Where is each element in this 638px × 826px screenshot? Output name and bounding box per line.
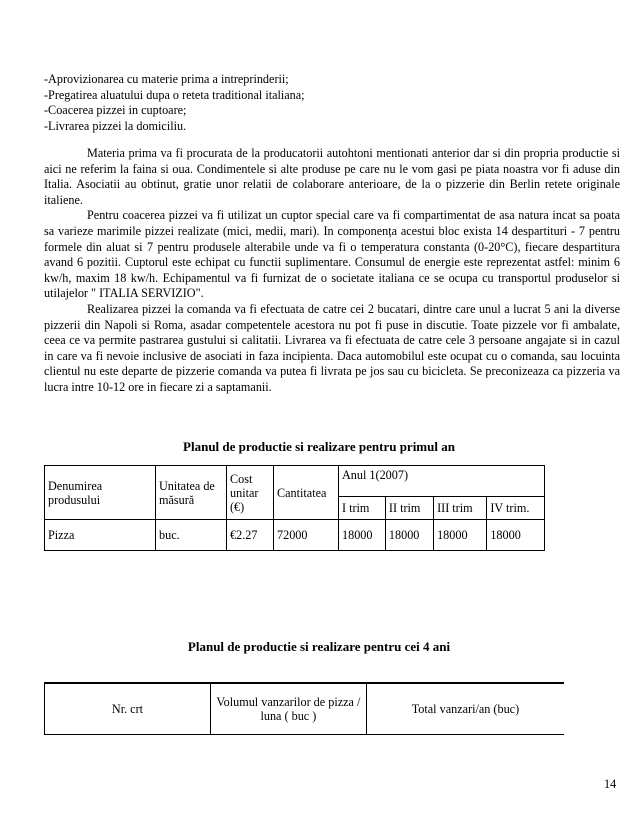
header-quarter: I trim bbox=[339, 497, 386, 520]
header-year: Anul 1(2007) bbox=[339, 466, 545, 497]
cell-quarter: 18000 bbox=[434, 520, 487, 551]
cell-quarter: 18000 bbox=[339, 520, 386, 551]
header-volume: Volumul vanzarilor de pizza / luna ( buc ) bbox=[210, 683, 366, 735]
header-quarter: IV trim. bbox=[487, 497, 545, 520]
paragraph-delivery: Realizarea pizzei la comanda va fi efectuata de catre cei 2 bucatari, dintre care unul a lucrat 5 ani la diverse pizzerii din Napoli si Roma, asadar competentele acestora nu pot fi puse in discutie. Toate pizzele vor fi ambalate, ceea ce va permite pastrarea gustului si calitatii. Livrarea va fi efectuata de catre cele 3 persoane angajate si in cazul in care va fi nevoie inclusive de asociati in faza incipienta. Daca automobilul este ocupat cu o comanda, sau locuinta clientul nu este departe de pizzerie comanda va putea fi livrata pe jos sau cu bicicleta. Se preconizeaza ca pizzeria va lucra intre 10-12 ore in fiecare zi a saptamanii. bbox=[44, 301, 620, 394]
header-nr: Nr. crt bbox=[45, 683, 211, 735]
body-text bbox=[44, 146, 620, 396]
cell-quarter: 18000 bbox=[385, 520, 433, 551]
cell-quantity: 72000 bbox=[274, 520, 339, 551]
cell-quarter: 18000 bbox=[487, 520, 545, 551]
list-item: -Livrarea pizzei la domiciliu. bbox=[44, 118, 187, 133]
table2-title: Planul de productie si realizare pentru cei 4 ani bbox=[187, 639, 451, 654]
paragraph-oven: Pentru coacerea pizzei va fi utilizat un cuptor special care va fi compartimentat de asa natura incat sa poata sa varieze marimile pizzei realizate (mici, medii, mari). In componența acestui bloc exista 14 despartituri - 7 pentru formele din aluat si 7 pentru produsele alterabile unde va fi o temperatura constanta (0-20°C), fiecare despartitura avand 6 pozitii. Cuptorul este echipat cu functii suplimentare. Consumul de energie este reprezentat astfel: minim 6 kw/h, maxim 18 kw/h. Echipamentul va fi furnizat de o societate italiana ce se ocupa cu transportul produselor si utilajelor " ITALIA SERVIZIO". bbox=[44, 208, 620, 301]
header-product: Denumirea produsului bbox=[45, 466, 156, 520]
header-quarter: III trim bbox=[434, 497, 487, 520]
page-number: 14 bbox=[604, 777, 617, 791]
header-total: Total vanzari/an (buc) bbox=[366, 683, 564, 735]
table1-title: Planul de productie si realizare pentru primul an bbox=[183, 439, 455, 454]
production-plan-year1-table bbox=[44, 465, 545, 551]
header-quantity: Cantitatea bbox=[274, 466, 339, 520]
list-item: -Coacerea pizzei in cuptoare; bbox=[44, 103, 187, 118]
cell-product: Pizza bbox=[45, 520, 156, 551]
list-item: -Pregatirea aluatului dupa o reteta traditional italiana; bbox=[44, 87, 305, 102]
header-cost: Cost unitar (€) bbox=[227, 466, 274, 520]
activity-list bbox=[44, 72, 604, 134]
header-quarter: II trim bbox=[385, 497, 433, 520]
paragraph-raw-materials: Materia prima va fi procurata de la producatorii autohtoni mentionati anterior dar si din propria productie si aici ne referim la faina si oua. Condimentele si alte produse pe care nu le vom gasi pe piata noastra vor fi aduse din Italia. Asociatii au obtinut, gratie unor relatii de colaborare anterioare, de la o pizzerie din Berlin retete originale italiene. bbox=[44, 146, 620, 207]
production-plan-4years-table bbox=[44, 682, 564, 735]
header-unit: Unitatea de măsură bbox=[156, 466, 227, 520]
list-item: -Aprovizionarea cu materie prima a intreprinderii; bbox=[44, 72, 289, 86]
cell-unit: buc. bbox=[156, 520, 227, 551]
cell-cost: €2.27 bbox=[227, 520, 274, 551]
